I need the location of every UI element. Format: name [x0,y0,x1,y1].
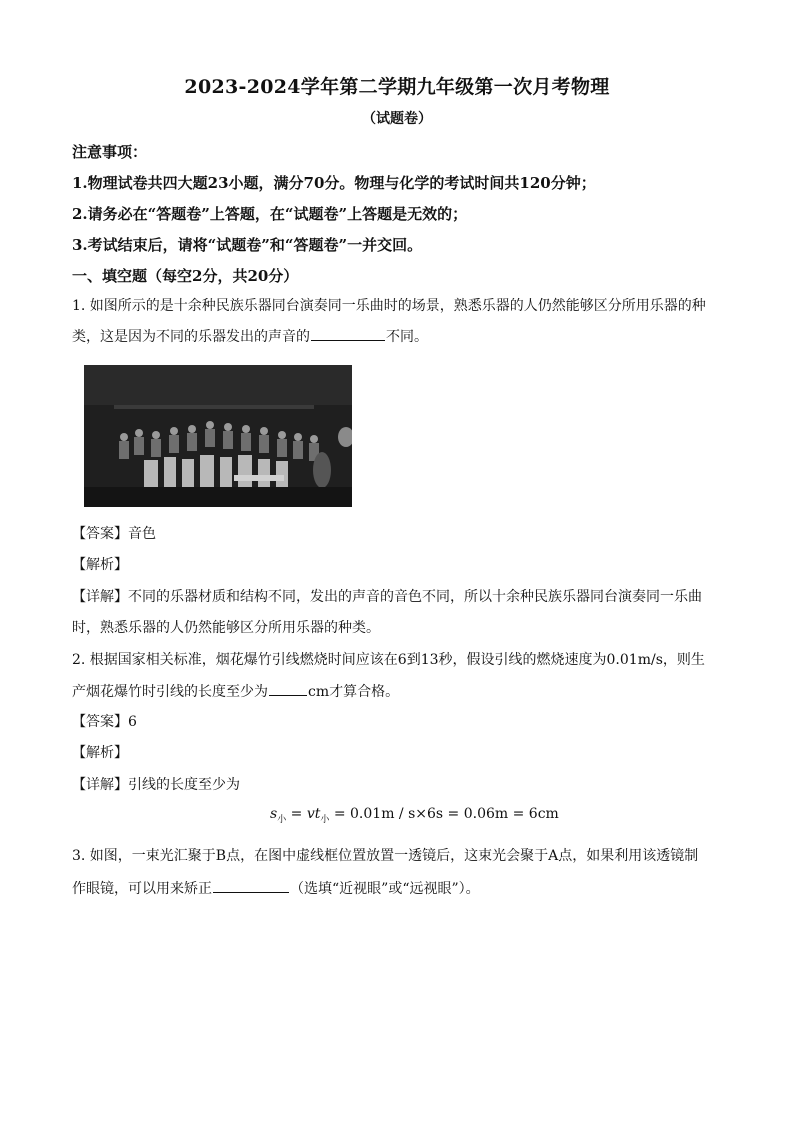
q3-line-2-pre: 作眼镜，可以用来矫正 [72,881,212,897]
q1-analysis-tag: 【解析】 [72,557,128,573]
q1-detail-line-2: 时，熟悉乐器的人仍然能够区分所用乐器的种类。 [72,620,380,636]
q3-line-2 [72,878,480,899]
q1-answer-value: 音色 [128,526,156,542]
formula-sub-2: 小 [320,814,330,825]
q1-line-1: 1. 如图所示的是十余种民族乐器同台演奏同一乐曲时的场景，熟悉乐器的人仍然能够区分所用乐器的种 [72,298,706,314]
q2-detail-text-1: 引线的长度至少为 [128,777,240,793]
q1-line-2 [72,326,428,347]
q2-line-2-post: cm才算合格。 [308,684,400,700]
q1-answer-tag: 【答案】 [72,526,128,542]
q1-detail-text-1: 不同的乐器材质和结构不同，发出的声音的音色不同，所以十余种民族乐器同台演奏同一乐曲 [128,589,702,605]
q1-line-2-pre: 类，这是因为不同的乐器发出的声音的 [72,329,310,345]
q2-detail-line-1 [72,775,240,795]
formula-rest: = 0.01m / s×6s = 0.06m = 6cm [329,806,559,822]
q1-answer-blank [311,326,385,341]
q3-answer-blank [213,878,289,893]
section-heading: 一、填空题（每空2分，共20分） [72,267,299,285]
orchestra-photo [84,365,352,507]
q1-answer [72,524,156,544]
q1-detail-tag: 【详解】 [72,589,128,605]
q2-answer-tag: 【答案】 [72,714,128,730]
formula-eq-1: = vt [286,806,321,822]
formula-s: s [270,806,278,822]
page-subtitle: （试题卷） [362,111,432,127]
q2-answer-blank [269,681,307,696]
q1-line-2-post: 不同。 [386,329,428,345]
notice-item-2: 2.请务必在“答题卷”上答题，在“试题卷”上答题是无效的； [72,205,468,223]
q3-line-1: 3. 如图，一束光汇聚于B点，在图中虚线框位置放置一透镜后，这束光会聚于A点，如果利用该透镜制 [72,848,699,864]
q2-line-2-pre: 产烟花爆竹时引线的长度至少为 [72,684,268,700]
q2-answer [72,712,137,732]
q1-detail-line-1 [72,587,702,607]
q2-line-1: 2. 根据国家相关标准，烟花爆竹引线燃烧时间应该在6到13秒，假设引线的燃烧速度为0.01m/s，则生 [72,652,705,668]
q2-detail-tag: 【详解】 [72,777,128,793]
formula-sub-1: 小 [277,814,287,825]
notice-heading: 注意事项： [72,143,148,161]
q2-formula [270,806,559,825]
q2-line-2 [72,681,399,702]
q3-line-2-post: （选填“近视眼”或“远视眼”）。 [290,881,480,897]
notice-item-1: 1.物理试卷共四大题23小题，满分70分。物理与化学的考试时间共120分钟； [72,174,596,192]
q2-analysis-tag: 【解析】 [72,745,128,761]
notice-item-3: 3.考试结束后，请将“试题卷”和“答题卷”一并交回。 [72,236,423,254]
q2-answer-value: 6 [128,714,137,730]
page-title: 2023-2024学年第二学期九年级第一次月考物理 [184,76,610,98]
